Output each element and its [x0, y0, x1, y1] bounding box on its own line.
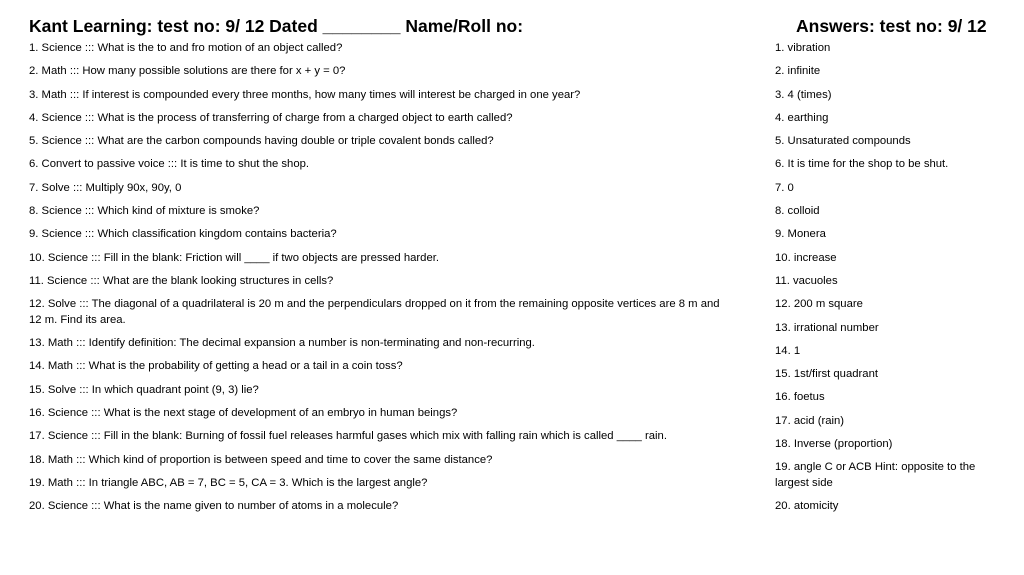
- answer-item: 8. colloid: [775, 205, 820, 218]
- answer-item: 19. angle C or ACB Hint: opposite to the largest side: [775, 461, 976, 489]
- question-item: 10. Science ::: Fill in the blank: Friction will ____ if two objects are pressed harder.: [29, 251, 440, 264]
- question-item: 11. Science ::: What are the blank looking structures in cells?: [29, 274, 334, 287]
- answer-item: 1. vibration: [775, 42, 831, 54]
- question-item: 13. Math ::: Identify definition: The decimal expansion a number is non-terminating and non-recurring.: [29, 337, 535, 350]
- question-item: 16. Science ::: What is the next stage of development of an embryo in human beings?: [29, 406, 458, 419]
- question-item: 5. Science ::: What are the carbon compounds having double or triple covalent bonds called?: [29, 135, 494, 148]
- question-item: 3. Math ::: If interest is compounded every three months, how many times will interest be charged in one year?: [29, 88, 581, 101]
- answer-item: 12. 200 m square: [775, 298, 863, 311]
- answer-item: 7. 0: [775, 181, 794, 194]
- answer-item: 18. Inverse (proportion): [775, 438, 893, 451]
- answer-item: 20. atomicity: [775, 500, 839, 513]
- question-item: 15. Solve ::: In which quadrant point (9, 3) lie?: [29, 383, 259, 396]
- question-item: 18. Math ::: Which kind of proportion is between speed and time to cover the same distance?: [29, 453, 493, 466]
- question-item: 12. Solve ::: The diagonal of a quadrilateral is 20 m and the perpendiculars dropped on it from the remaining opposite vertices are 8 m and 12 m. Find its area.: [29, 298, 720, 326]
- answer-list: [775, 41, 990, 515]
- answer-item: 15. 1st/first quadrant: [775, 368, 878, 381]
- answer-item: 4. earthing: [775, 111, 829, 124]
- question-item: 19. Math ::: In triangle ABC, AB = 7, BC = 5, CA = 3. Which is the largest angle?: [29, 476, 428, 489]
- answers-column: [775, 16, 990, 522]
- answer-item: 10. increase: [775, 251, 837, 264]
- answer-item: 3. 4 (times): [775, 88, 832, 101]
- answer-item: 6. It is time for the shop to be shut.: [775, 158, 949, 171]
- question-item: 17. Science ::: Fill in the blank: Burning of fossil fuel releases harmful gases which mix with falling rain which is called ____ rain.: [29, 430, 667, 443]
- question-item: 14. Math ::: What is the probability of getting a head or a tail in a coin toss?: [29, 360, 403, 373]
- answer-item: 14. 1: [775, 344, 801, 357]
- question-item: 2. Math ::: How many possible solutions are there for x + y = 0?: [29, 65, 346, 78]
- answer-item: 11. vacuoles: [775, 274, 838, 287]
- question-item: 20. Science ::: What is the name given to number of atoms in a molecule?: [29, 500, 399, 513]
- answer-item: 2. infinite: [775, 65, 821, 78]
- answers-title: Answers: test no: 9/ 12: [796, 16, 987, 36]
- question-item: 8. Science ::: Which kind of mixture is smoke?: [29, 205, 260, 218]
- answer-item: 16. foetus: [775, 391, 825, 404]
- answer-item: 9. Monera: [775, 228, 826, 241]
- questions-column: [29, 16, 729, 522]
- question-item: 7. Solve ::: Multiply 90x, 90y, 0: [29, 181, 182, 194]
- question-item: 9. Science ::: Which classification kingdom contains bacteria?: [29, 228, 337, 241]
- answer-item: 5. Unsaturated compounds: [775, 135, 911, 148]
- question-item: 4. Science ::: What is the process of transferring of charge from a charged object to earth called?: [29, 111, 513, 124]
- question-list: [29, 41, 729, 515]
- test-title: Kant Learning: test no: 9/ 12 Dated ________ Name/Roll no:: [29, 16, 524, 36]
- answer-item: 17. acid (rain): [775, 414, 845, 427]
- question-item: 1. Science ::: What is the to and fro motion of an object called?: [29, 42, 343, 54]
- answer-item: 13. irrational number: [775, 321, 879, 334]
- question-item: 6. Convert to passive voice ::: It is time to shut the shop.: [29, 158, 310, 171]
